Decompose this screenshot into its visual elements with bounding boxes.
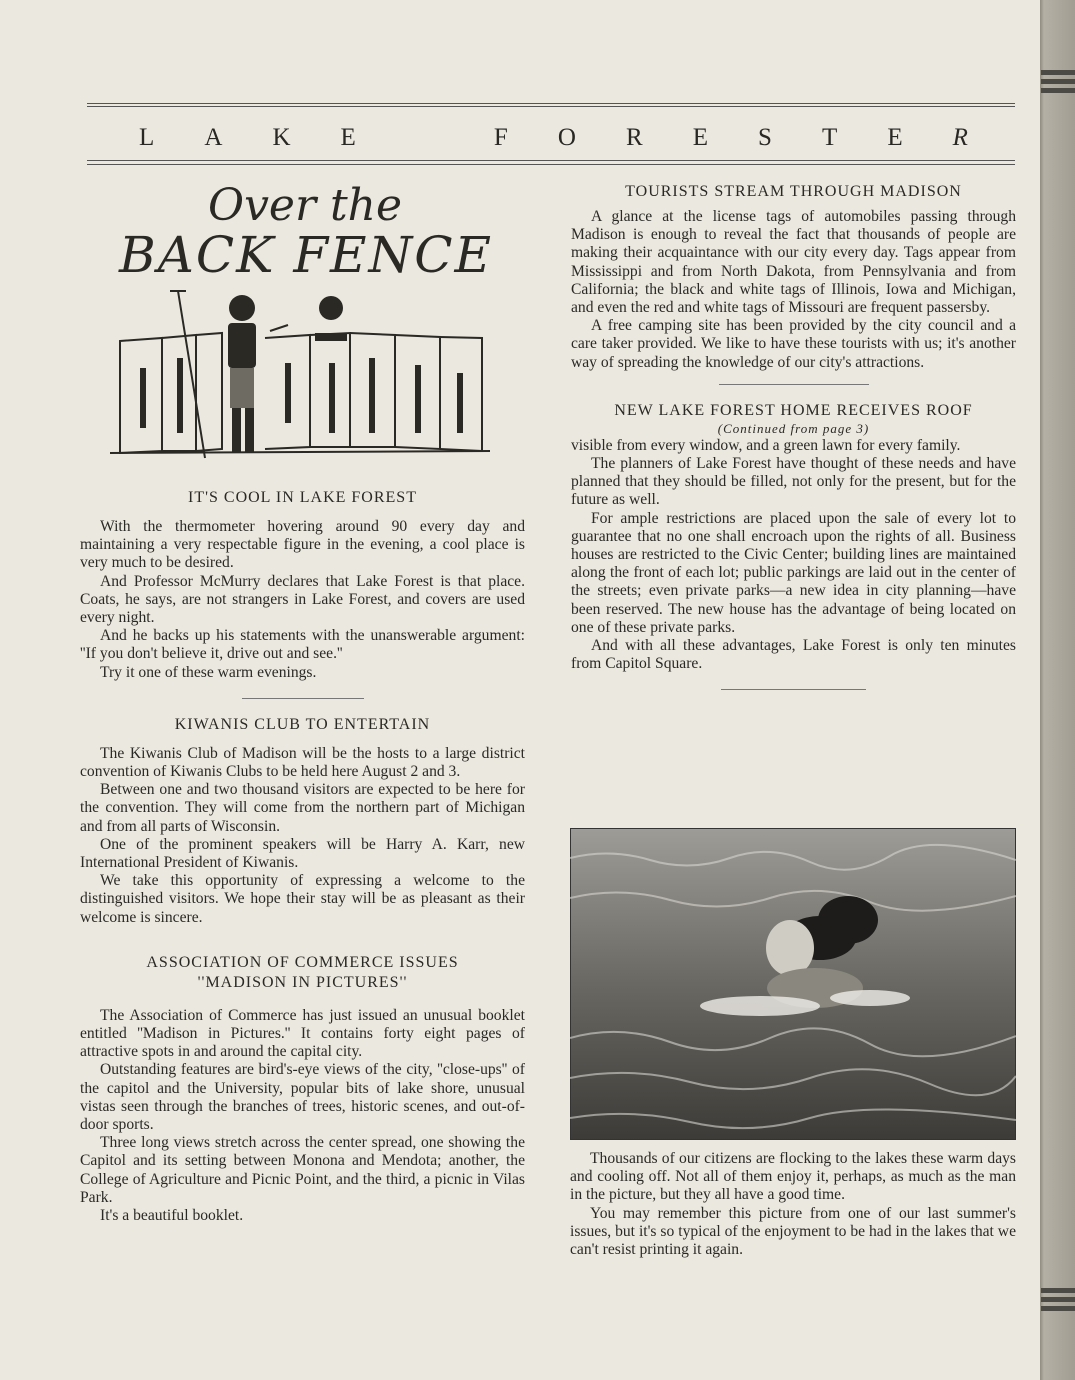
masthead-letter: R [952, 124, 970, 151]
masthead [87, 124, 1015, 156]
masthead-letter: T [822, 124, 840, 151]
section-title-line1: Over the [208, 180, 403, 231]
binding-tab [1041, 1306, 1075, 1311]
article-paragraph: One of the prominent speakers will be Harry A. Karr, new International President of Kiwanis. [80, 835, 525, 872]
continued-note: (Continued from page 3) [717, 420, 870, 436]
caption-paragraph: You may remember this picture from one of our last summer's issues, but it's so typical of the enjoyment to be had in the lakes that we can't resist printing it again. [570, 1204, 1016, 1259]
masthead-letter: E [692, 124, 710, 151]
masthead-rule-top [87, 106, 1015, 107]
article-divider [721, 689, 866, 690]
binding-strip [1040, 0, 1075, 1380]
binding-tab [1041, 70, 1075, 75]
article-paragraph: visible from every window, and a green lawn for every family. [571, 436, 961, 454]
article-heading: ''MADISON IN PICTURES'' [197, 973, 408, 991]
masthead-letter: O [557, 124, 578, 151]
article-paragraph: A free camping site has been provided by the city council and a care taker provided. We like to have these tourists with us; it's another way of spreading the knowledge of our city's attractions. [571, 317, 1016, 371]
binding-tab [1041, 88, 1075, 93]
caption-paragraph: Thousands of our citizens are flocking to the lakes these warm days and cooling off. Not all of them enjoy it, perhaps, as much as the man in the picture, but they all have a good time. [570, 1150, 1016, 1204]
article-heading: TOURISTS STREAM THROUGH MADISON [625, 183, 962, 200]
article-paragraph: And Professor McMurry declares that Lake Forest is that place. Coats, he says, are not strangers in Lake Forest, and covers are used every night. [80, 572, 525, 627]
article-paragraph: And with all these advantages, Lake Forest is only ten minutes from Capitol Square. [571, 637, 1016, 673]
swimmer-photo [570, 828, 1016, 1140]
article-paragraph: The planners of Lake Forest have thought of these needs and have planned that they should be filled, not only for the present, but for the future as well. [571, 455, 1016, 509]
article-paragraph: Try it one of these warm evenings. [100, 663, 317, 681]
article-paragraph: A glance at the license tags of automobiles passing through Madison is enough to reveal the fact that thousands of people are making their acquaintance with our city every day. Tags appear from Mississippi and from North Dakota, from Pennsylvania and from California; the black and white tags of Illinois, Iowa and Michigan, and even the red and white tags of Missouri are frequent passersby. [571, 208, 1016, 317]
masthead-letter: S [758, 124, 774, 151]
article-heading: NEW LAKE FOREST HOME RECEIVES ROOF [614, 401, 973, 419]
article-paragraph: Between one and two thousand visitors are expected to be here for the convention. They will come from the northern part of Michigan and from all parts of Wisconsin. [80, 781, 525, 835]
photo-caption [570, 1150, 1016, 1259]
masthead-rule-bottom [87, 160, 1015, 161]
article-paragraph: The Association of Commerce has just issued an unusual booklet entitled ''Madison in Pictures.'' It contains forty eight pages of attractive spots in and around the capital city. [80, 1006, 525, 1061]
masthead-letter: R [625, 124, 645, 151]
masthead-letter: E [887, 124, 905, 151]
right-column [571, 182, 1016, 690]
binding-tab [1041, 79, 1075, 84]
masthead-letter: A [204, 124, 225, 151]
binding-tab [1041, 1297, 1075, 1302]
article-paragraph: We take this opportunity of expressing a welcome to the distinguished visitors. We hope their stay will be as pleasant as their welcome is sincere. [80, 872, 525, 926]
masthead-rule-top [87, 103, 1015, 104]
article-paragraph: It's a beautiful booklet. [100, 1207, 244, 1225]
article-paragraph: Outstanding features are bird's-eye views of the city, ''close-ups'' of the capitol and the University, popular bits of lake shore, unusual vistas seen through the branches of trees, historic scenes, and out-of-door sports. [80, 1061, 525, 1134]
masthead-letter: F [493, 124, 510, 151]
masthead-letter: E [340, 124, 358, 151]
binding-tab [1041, 1288, 1075, 1293]
article-paragraph: With the thermometer hovering around 90 every day and maintaining a very respectable figure in the evening, a cool place is very much to be desired. [80, 518, 525, 572]
article-paragraph: The Kiwanis Club of Madison will be the hosts to a large district convention of Kiwanis Clubs to be held here August 2 and 3. [80, 744, 525, 781]
back-fence-illustration [110, 283, 495, 468]
article-paragraph: And he backs up his statements with the unanswerable argument: ''If you don't believe it, drive out and see.'' [80, 627, 525, 663]
article-paragraph: Three long views stretch across the center spread, one showing the Capitol and its setting between Monona and Mendota; another, the College of Agriculture and Picnic Point, and the third, a picnic in Vilas Park. [80, 1134, 525, 1206]
article-heading: IT'S COOL IN LAKE FOREST [188, 489, 417, 506]
article-paragraph: For ample restrictions are placed upon the sale of every lot to guarantee that no one shall encroach upon the rights of all. Business houses are restricted to the Civic Center; building lines are maintained along the front of each lot; public parkings are laid out in the center of the streets; even private parks—a new idea in city planning—have been reserved. The new house has the advantage of being located on one of these private parks. [571, 509, 1016, 636]
masthead-letter: K [272, 124, 293, 151]
article-heading: ASSOCIATION OF COMMERCE ISSUES [146, 953, 459, 971]
section-title-line2: BACK FENCE [119, 226, 494, 284]
article-heading: KIWANIS CLUB TO ENTERTAIN [174, 715, 431, 733]
masthead-rule-bottom [87, 164, 1015, 165]
left-column [80, 488, 525, 1225]
masthead-letter: L [139, 124, 157, 151]
